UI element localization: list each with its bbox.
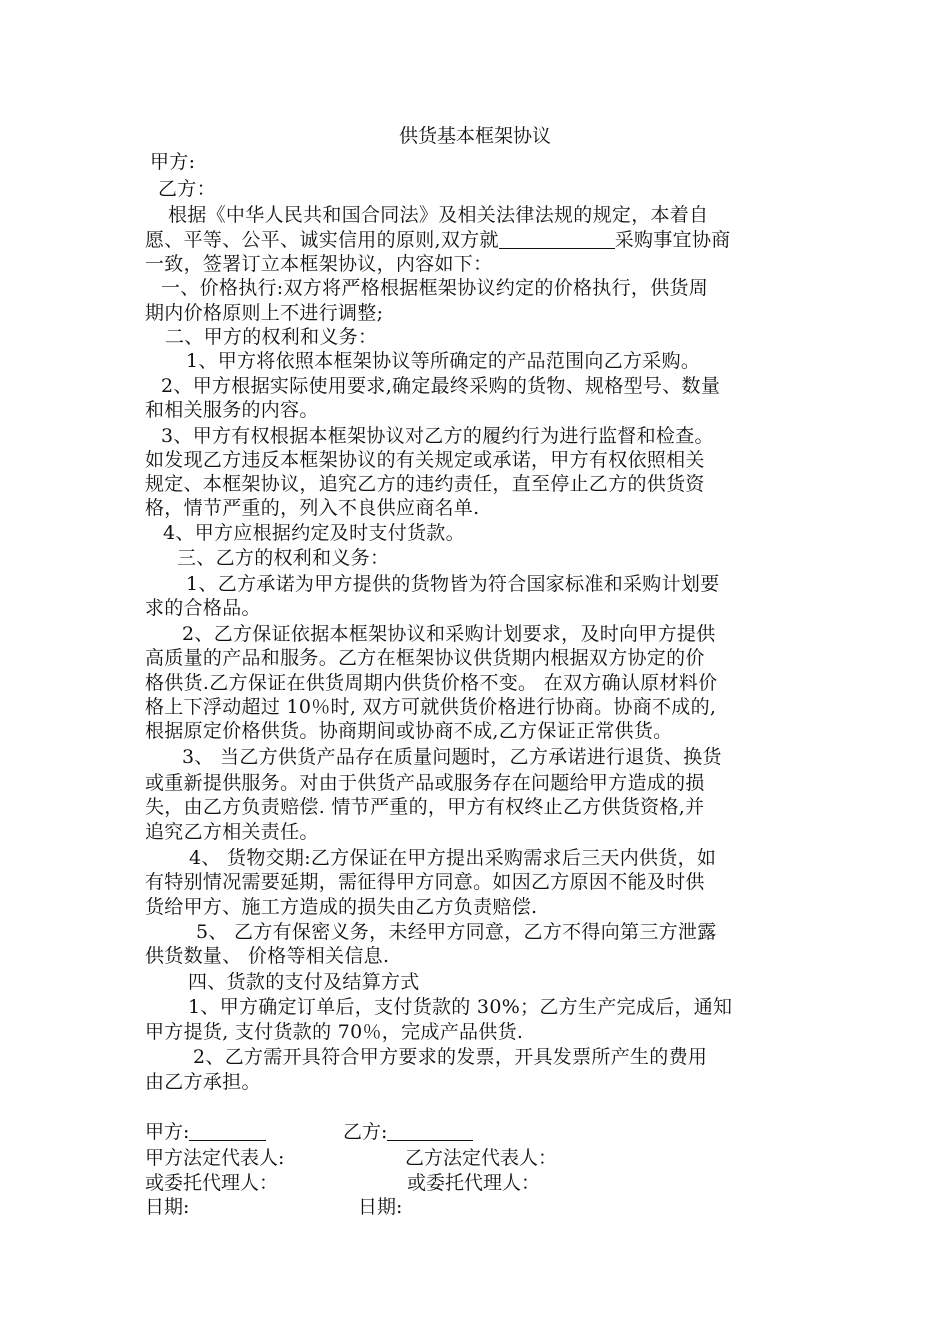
body-line: 一致，签署订立本框架协议，内容如下： [145,253,493,275]
body-line-text: 采购事宜协商 [614,229,731,251]
body-line: 由乙方承担。 [145,1071,261,1093]
body-line: 格上下浮动超过 10％时, 双方可就供货价格进行协商。协商不成的, [145,696,717,718]
body-line: 2、甲方根据实际使用要求,确定最终采购的货物、规格型号、数量 [161,375,721,397]
sign-agent-a: 或委托代理人： [145,1172,279,1194]
sign-date-b: 日期: [358,1196,403,1218]
body-line: 求的合格品。 [145,597,261,619]
sign-party-b [343,1120,473,1144]
sign-rep-b: 乙方法定代表人： [405,1147,558,1169]
body-line: 高质量的产品和服务。乙方在框架协议供货期内根据双方协定的价 [145,647,705,669]
body-line: 如发现乙方违反本框架协议的有关规定或承诺，甲方有权依照相关 [145,449,705,471]
section-heading: 二、甲方的权利和义务： [165,326,378,348]
body-line: 3、 当乙方供货产品存在质量问题时，乙方承诺进行退货、换货 [182,746,722,768]
body-line: 和相关服务的内容。 [145,399,319,421]
party-b-label: 乙方： [158,178,216,200]
body-line: 1、甲方确定订单后，支付货款的 30%；乙方生产完成后，通知 [188,996,733,1018]
body-line: 期内价格原则上不进行调整; [145,302,384,324]
body-line: 5、 乙方有保密义务，未经甲方同意，乙方不得向第三方泄露 [196,921,717,943]
body-line: 根据原定价格供货。协商期间或协商不成,乙方保证正常供货。 [145,720,673,742]
body-line: 失，由乙方负责赔偿. 情节严重的，甲方有权终止乙方供货资格,并 [145,796,705,818]
sign-rep-a: 甲方法定代表人: [145,1147,285,1169]
body-line: 根据《中华人民共和国合同法》及相关法律法规的规定，本着自 [168,204,709,226]
body-line: 追究乙方相关责任。 [145,821,319,843]
body-line: 4、 货物交期:乙方保证在甲方提出采购需求后三天内供货，如 [189,847,717,869]
body-line: 1、乙方承诺为甲方提供的货物皆为符合国家标准和采购计划要 [186,573,720,595]
sign-agent-b: 或委托代理人： [407,1172,541,1194]
body-line: 货给甲方、施工方造成的损失由乙方负责赔偿. [145,896,538,918]
body-line: 有特别情况需要延期，需征得甲方同意。如因乙方原因不能及时供 [145,871,705,893]
body-line: 2、乙方需开具符合甲方要求的发票，开具发票所产生的费用 [193,1046,708,1068]
body-line: 或重新提供服务。对由于供货产品或服务存在问题给甲方造成的损 [145,772,705,794]
body-line: 格供货.乙方保证在供货周期内供货价格不变。 在双方确认原材料价 [145,672,718,694]
body-line-text: 愿、平等、公平、诚实信用的原则,双方就 [145,229,499,251]
sign-party-b-blank [387,1122,473,1141]
purchase-item-blank [499,230,615,249]
body-line: 甲方提货, 支付货款的 70％，完成产品供货. [145,1021,524,1043]
sign-party-a [145,1120,266,1144]
document-title: 供货基本框架协议 [398,125,551,147]
sign-date-a: 日期: [145,1196,190,1218]
body-line: 2、乙方保证依据本框架协议和采购计划要求，及时向甲方提供 [182,623,716,645]
body-line: 规定、本框架协议，追究乙方的违约责任，直至停止乙方的供货资 [145,473,705,495]
section-heading: 一、价格执行:双方将严格根据框架协议约定的价格执行，供货周 [161,277,709,299]
body-line: 供货数量、 价格等相关信息. [145,945,390,967]
body-line: 格，情节严重的，列入不良供应商名单. [145,497,480,519]
body-line: 3、甲方有权根据本框架协议对乙方的履约行为进行监督和检查。 [161,425,714,447]
body-line [145,228,731,252]
sign-party-a-blank [189,1122,266,1141]
body-line: 4、甲方应根据约定及时支付货款。 [163,522,465,544]
sign-party-b-label: 乙方: [343,1121,388,1143]
party-a-label: 甲方: [150,151,196,173]
body-line: 1、甲方将依照本框架协议等所确定的产品范围向乙方采购。 [186,350,701,372]
sign-party-a-label: 甲方: [145,1121,190,1143]
section-heading: 三、乙方的权利和义务： [177,547,390,569]
section-heading: 四、货款的支付及结算方式 [188,971,420,993]
